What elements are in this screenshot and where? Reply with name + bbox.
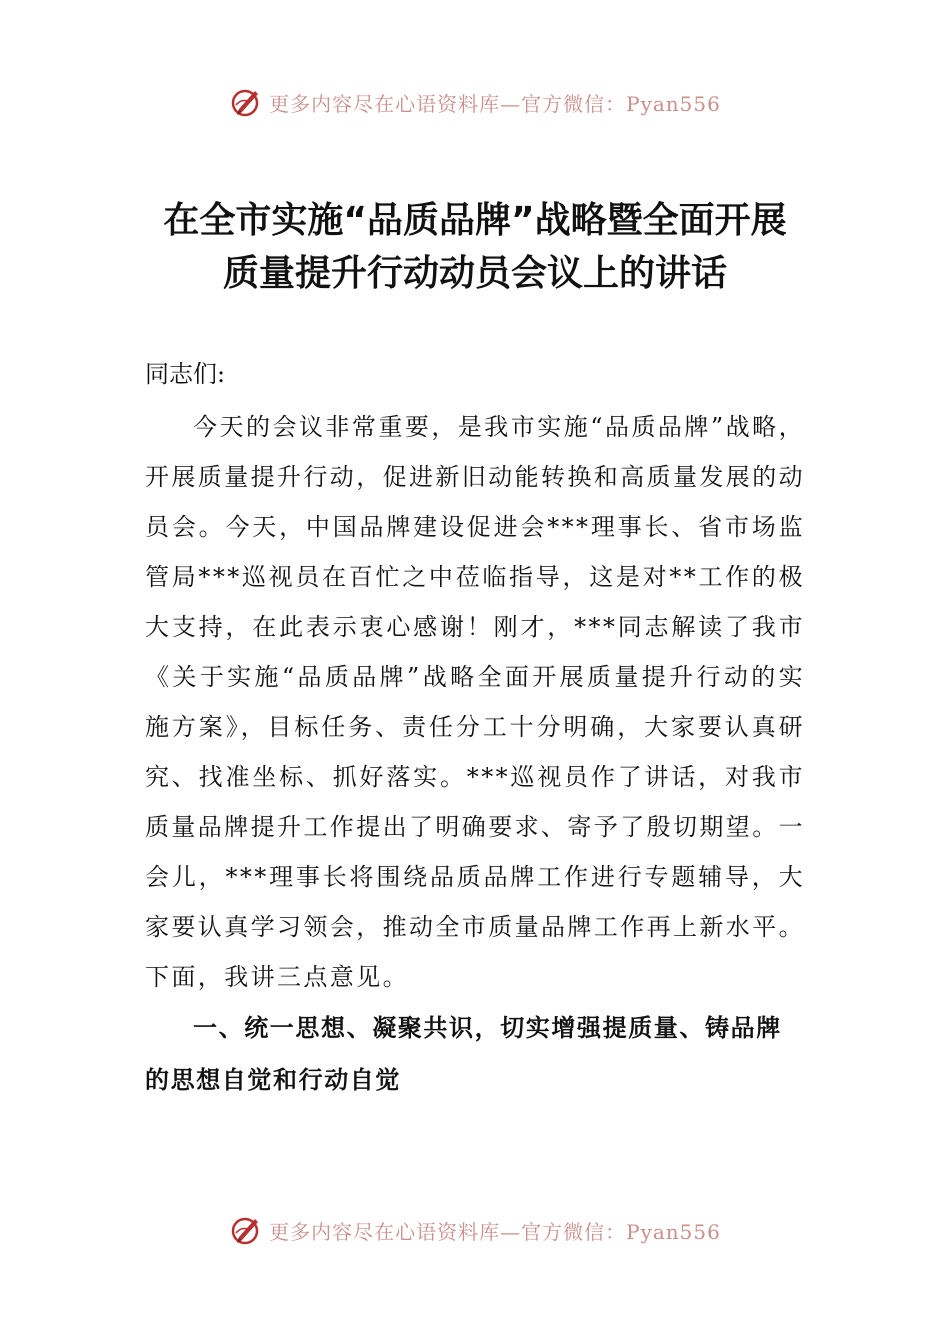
watermark-text: 更多内容尽在心语资料库—官方微信：Pyan556 <box>269 91 721 116</box>
paragraph-1: 今天的会议非常重要，是我市实施“品质品牌”战略，开展质量提升行动，促进新旧动能转换和高质量发展的动员会。今天，中国品牌建设促进会***理事长、省市场监管局***巡视员在百忙之中莅临指导，这是对**工作的极大支持，在此表示衷心感谢！刚才，***同志解读了我市《关于实施“品质品牌”战略全面开展质量提升行动的实施方案》，目标任务、责任分工十分明确，大家要认真研究、找准坐标、抓好落实。***巡视员作了讲话，对我市质量品牌提升工作提出了明确要求、寄予了殷切期望。一会儿，***理事长将围绕品质品牌工作进行专题辅导，大家要认真学习领会，推动全市质量品牌工作再上新水平。下面，我讲三点意见。 <box>145 413 805 991</box>
watermark-footer <box>0 1208 950 1252</box>
watermark-footer-inner <box>229 1213 721 1247</box>
watermark-text: 更多内容尽在心语资料库—官方微信：Pyan556 <box>269 1219 721 1244</box>
section-heading-1: 一、统一思想、凝聚共识，切实增强提质量、铸品牌的思想自觉和行动自觉 <box>145 1014 782 1094</box>
pen-in-circle-icon <box>229 1213 263 1247</box>
title-line-2: 质量提升行动动员会议上的讲话 <box>222 253 727 294</box>
watermark-header-inner <box>229 85 721 119</box>
document-title <box>120 194 830 300</box>
title-line-1: 在全市实施“品质品牌”战略暨全面开展 <box>163 200 787 241</box>
salutation: 同志们: <box>145 360 226 388</box>
watermark-header <box>0 80 950 124</box>
document-body <box>145 350 805 1106</box>
pen-in-circle-icon <box>229 85 263 119</box>
